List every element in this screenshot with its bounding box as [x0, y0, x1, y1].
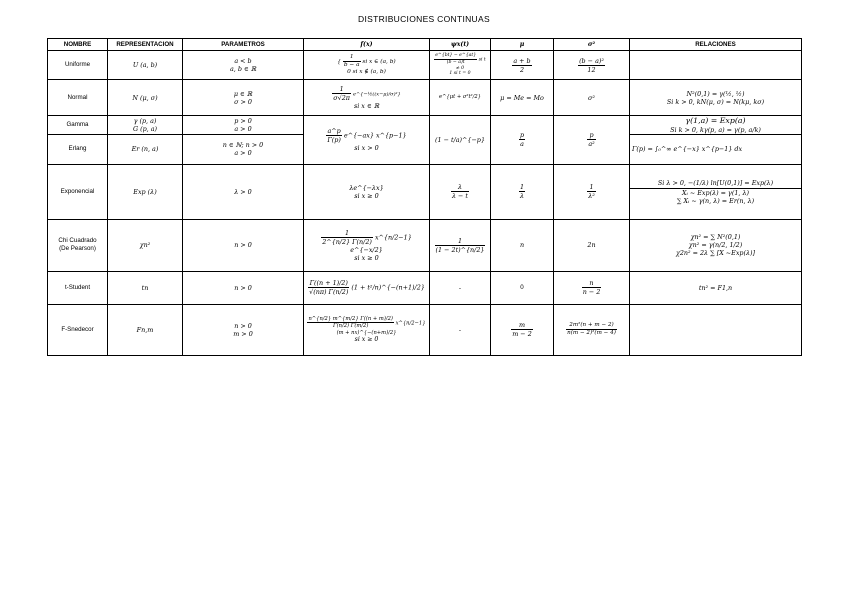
chi-relaciones: χn² = ∑ N²(0,1) χn² = γ(n/2, 1/2) χ2n² = 2λ ∑ [X ~Exp(λ)] — [630, 219, 802, 271]
distributions-table — [47, 38, 802, 356]
tstudent-fx: $\frac{\Gamma((n + 1)/2)}{√(n\pi) \Gamma(n/2)}$ (1 + t²/n)^{−(n+1)/2} — [304, 271, 430, 304]
exponencial-relaciones: Si λ > 0, −(1/λ) ln[U(0,1)] = Exp(λ) Xᵢ ~ Exp(λ) = γ(1, λ) ∑ Xᵢ ~ γ(n, λ) = Er(n, λ) — [630, 164, 802, 219]
exponencial-fx: λe^{−λx} si x ≥ 0 — [304, 164, 430, 219]
header-relaciones: RELACIONES — [630, 39, 802, 51]
normal-fx: $\frac{1}{\sigma√2\pi}$ e^{−½((x−μ)/σ)²} si x ∈ ℝ — [304, 80, 430, 116]
row-uniforme — [48, 51, 802, 80]
row-f-snedecor — [48, 304, 802, 355]
header-fx: f(x) — [304, 39, 430, 51]
gamma-name: Gamma — [48, 116, 108, 135]
fsnedecor-sigma: $\frac{\text{2m²(n + m − 2)}}{\text{n(m − 2)²(m − 4)}}$ — [554, 304, 630, 355]
fsnedecor-relaciones — [630, 304, 802, 355]
gamma-erlang-mu: $\frac{p}{a}$ — [491, 116, 554, 165]
gamma-rep: γ (p, a) G (p, a) — [108, 116, 183, 135]
tstudent-psi: - — [430, 271, 491, 304]
chi-psi: $\frac{1}{(1 - 2t)\^{}\{n/2\}}$ — [430, 219, 491, 271]
row-normal — [48, 80, 802, 116]
chi-params: n > 0 — [183, 219, 304, 271]
fsnedecor-rep: Fn,m — [108, 304, 183, 355]
row-gamma — [48, 116, 802, 135]
tstudent-rep: tn — [108, 271, 183, 304]
fsnedecor-mu: $\frac{m}{m - 2}$ — [491, 304, 554, 355]
exponencial-psi: $\frac{\lambda}{\lambda - t}$ — [430, 164, 491, 219]
row-chi-cuadrado — [48, 219, 802, 271]
gamma-params: p > 0 a > 0 — [183, 116, 304, 135]
header-nombre: NOMBRE — [48, 39, 108, 51]
erlang-rep: Er (n, a) — [108, 134, 183, 164]
uniforme-name: Uniforme — [48, 51, 108, 80]
header-representacion: REPRESENTACION — [108, 39, 183, 51]
erlang-relaciones: Γ(p) = ∫₀^∞ e^{−x} x^{p−1} dx — [630, 134, 802, 164]
uniforme-rep: U (a, b) — [108, 51, 183, 80]
erlang-params: n ∈ ℕ; n > 0 a > 0 — [183, 134, 304, 164]
gamma-erlang-fx: $\frac{a\^{}p}{\Gamma(p)}$ e^{−ax} x^{p−1} si x > 0 — [304, 116, 430, 165]
tstudent-relaciones: tn² = F1,n — [630, 271, 802, 304]
erlang-name: Erlang — [48, 134, 108, 164]
normal-psi: e^{μt + σ²t²/2} — [430, 80, 491, 116]
uniforme-fx: { $\frac{1}{b - a}$ si x ∈ (a, b) 0 si x ∉ (a, b) — [304, 51, 430, 80]
gamma-relaciones: γ(1,a) = Exp(a) Si k > 0, kγ(p, a) = γ(p, a/k) — [630, 116, 802, 135]
normal-params: μ ∈ ℝ σ > 0 — [183, 80, 304, 116]
header-psi: ψx(t) — [430, 39, 491, 51]
normal-relaciones: N²(0,1) = γ(½, ½) Si k > 0, kN(μ, σ) = N(kμ, kσ) — [630, 80, 802, 116]
header-parametros: PARAMETROS — [183, 39, 304, 51]
row-exponencial — [48, 164, 802, 219]
chi-name: Chi Cuadrado (De Pearson) — [48, 219, 108, 271]
normal-sigma: σ² — [554, 80, 630, 116]
tstudent-name: t-Student — [48, 271, 108, 304]
header-row — [48, 39, 802, 51]
uniforme-sigma: $\frac{\text{(b − a)²}}{12}$ — [554, 51, 630, 80]
normal-rep: N (μ, σ) — [108, 80, 183, 116]
chi-sigma: 2n — [554, 219, 630, 271]
fsnedecor-name: F-Snedecor — [48, 304, 108, 355]
tstudent-params: n > 0 — [183, 271, 304, 304]
tstudent-mu: 0 — [491, 271, 554, 304]
chi-mu: n — [491, 219, 554, 271]
exponencial-name: Exponencial — [48, 164, 108, 219]
fsnedecor-fx: $\frac{n\^{}\{n/2\} m\^{}\{m/2\} \Gamma((n + m)/2)}{\Gamma(n/2) \Gamma(m/2)}$ x^{n/2−1} (m + nx)^{−(n+m)/2} si x ≥ 0 — [304, 304, 430, 355]
normal-name: Normal — [48, 80, 108, 116]
fsnedecor-psi: - — [430, 304, 491, 355]
exponencial-rep: Exp (λ) — [108, 164, 183, 219]
row-t-student — [48, 271, 802, 304]
exponencial-sigma: $\frac{1}{\text{λ²}}$ — [554, 164, 630, 219]
uniforme-params: a < b a, b ∈ ℝ — [183, 51, 304, 80]
normal-mu: μ = Me = Mo — [491, 80, 554, 116]
chi-fx: $\frac{1}{2\^{}\{n/2\} \Gamma(n/2)}$ x^{n/2−1} e^{−x/2} si x ≥ 0 — [304, 219, 430, 271]
uniforme-psi: $\frac{e\^{}\{bt\} - e\^{}\{at\}}{(b - a)t}$ si t ≠ 0 1 si t = 0 — [430, 51, 491, 80]
fsnedecor-params: n > 0 m > 0 — [183, 304, 304, 355]
chi-rep: χn² — [108, 219, 183, 271]
gamma-erlang-sigma: $\frac{p}{\text{a²}}$ — [554, 116, 630, 165]
gamma-erlang-psi: (1 − t/a)^{−p} — [430, 116, 491, 165]
exponencial-mu: $\frac{1}{\lambda}$ — [491, 164, 554, 219]
page-title: DISTRIBUCIONES CONTINUAS — [358, 14, 490, 24]
tstudent-sigma: $\frac{n}{n - 2}$ — [554, 271, 630, 304]
header-mu: μ — [491, 39, 554, 51]
header-sigma: σ² — [554, 39, 630, 51]
uniforme-relaciones — [630, 51, 802, 80]
exponencial-params: λ > 0 — [183, 164, 304, 219]
uniforme-mu: $\frac{a + b}{2}$ — [491, 51, 554, 80]
